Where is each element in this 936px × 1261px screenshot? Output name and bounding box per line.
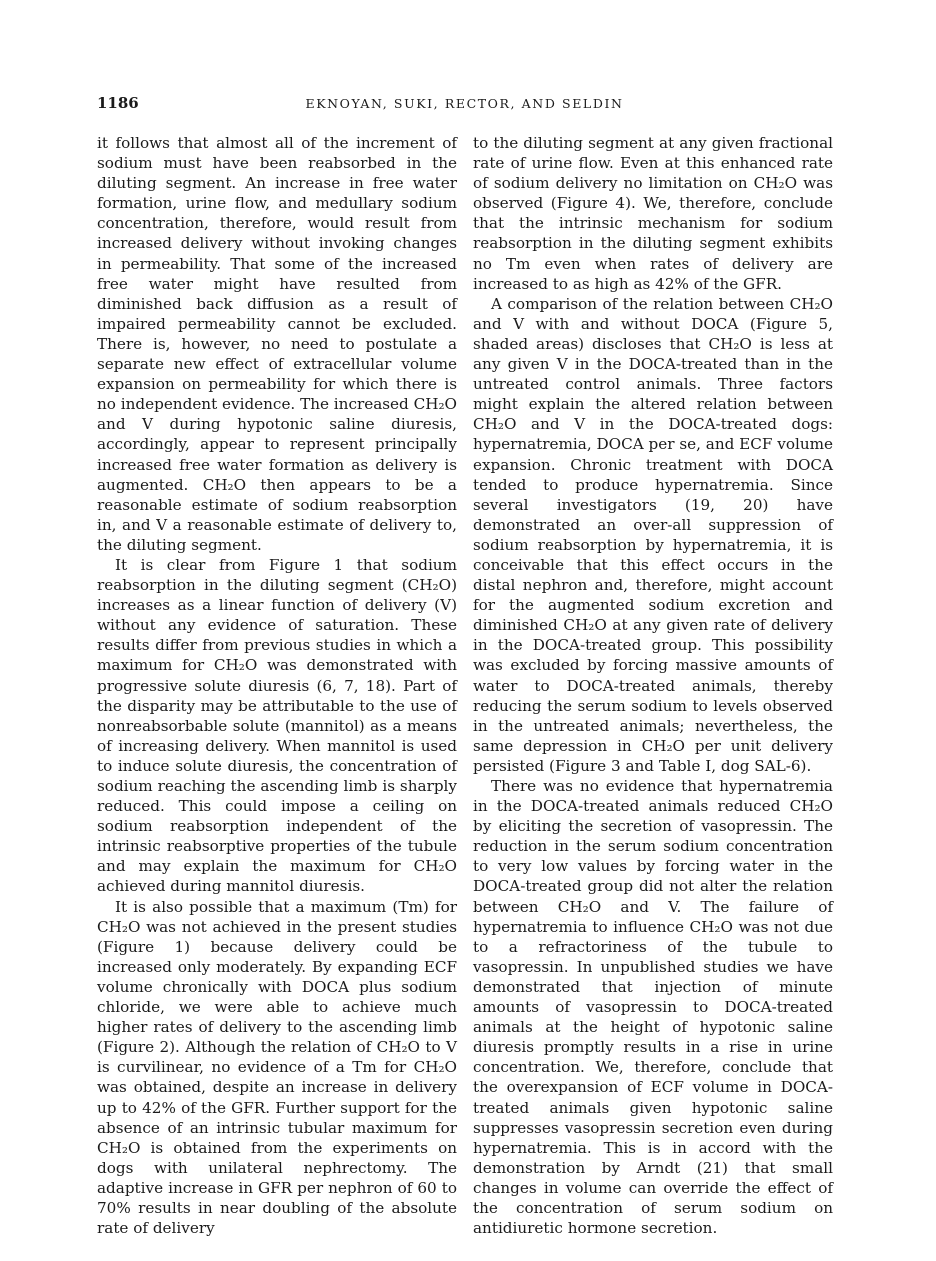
paragraph: A comparison of the relation between CH₂O and V with and without DOCA (Figure 5, shaded areas) discloses that CH₂O is less at any given V in the DOCA-treated than in the untreated control animals. Three factors might explain the altered relation between CH₂O and V in the DOCA-treated dogs: hypernatremia, DOCA per se, and ECF volume expansion. Chronic treatment with DOCA tended to produce hypernatremia. Since several investigators (19, 20) have demonstrated an over-all suppression of sodium reabsorption by hypernatremia, it is conceivable that this effect occurs in the distal nephron and, therefore, might account for the augmented sodium excretion and diminished CH₂O at any given rate of delivery in the DOCA-treated group. This possibility was excluded by forcing massive amounts of water to DOCA-treated animals, thereby reducing the serum sodium to levels observed in the untreated animals; nevertheless, the same depression in CH₂O per unit delivery persisted (Figure 3 and Table I, dog SAL-6). [473,294,833,775]
paragraph: it follows that almost all of the increment of sodium must have been reabsorbed in the diluting segment. An increase in free water formation, urine flow, and medullary sodium concentration, therefore, would result from increased delivery without invoking changes in permeability. That some of the increased free water might have resulted from diminished back diffusion as a result of impaired permeability cannot be excluded. There is, however, no need to postulate a separate new effect of extracellular volume expansion on permeability for which there is no independent evidence. The increased CH₂O and V during hypotonic saline diuresis, accordingly, appear to represent principally increased free water formation as delivery is augmented. CH₂O then appears to be a reasonable estimate of sodium reabsorption in, and V a reasonable estimate of delivery to, the diluting segment. [97,134,457,554]
right-column [473,133,833,1238]
paragraph: to the diluting segment at any given fractional rate of urine flow. Even at this enhanced rate of sodium delivery no limitation on CH₂O was observed (Figure 4). We, therefore, conclude that the intrinsic mechanism for sodium reabsorption in the diluting segment exhibits no Tm even when rates of delivery are increased to as high as 42% of the GFR. [473,134,833,293]
paragraph: It is clear from Figure 1 that sodium reabsorption in the diluting segment (CH₂O) increases as a linear function of delivery (V) without any evidence of saturation. These results differ from previous studies in which a maximum for CH₂O was demonstrated with progressive solute diuresis (6, 7, 18). Part of the disparity may be attributable to the use of nonreabsorbable solute (mannitol) as a means of increasing delivery. When mannitol is used to induce solute diuresis, the concentration of sodium reaching the ascending limb is sharply reduced. This could impose a ceiling on sodium reabsorption independent of the intrinsic reabsorptive properties of the tubule and may explain the maximum for CH₂O achieved during mannitol diuresis. [97,555,457,896]
running-head-authors: EKNOYAN, SUKI, RECTOR, AND SELDIN [305,96,624,111]
paragraph: There was no evidence that hypernatremia in the DOCA-treated animals reduced CH₂O by eliciting the secretion of vasopressin. The reduction in the serum sodium concentration to very low values by forcing water in the DOCA-treated group did not alter the relation between CH₂O and V. The failure of hypernatremia to influence CH₂O was not due to a refractoriness of the tubule to vasopressin. In unpublished studies we have demonstrated that injection of minute amounts of vasopressin to DOCA-treated animals at the height of hypotonic saline diuresis promptly results in a rise in urine concentration. We, therefore, conclude that the overexpansion of ECF volume in DOCA-treated animals given hypotonic saline suppresses vasopressin secretion even during hypernatremia. This is in accord with the demonstration by Arndt (21) that small changes in volume can override the effect of the concentration of serum sodium on antidiuretic hormone secretion. [473,777,833,1238]
page-number: 1186 [97,94,139,112]
left-column [97,133,457,1238]
paragraph: It is also possible that a maximum (Tm) for CH₂O was not achieved in the present studies (Figure 1) because delivery could be increased only moderately. By expanding ECF volume chronically with DOCA plus sodium chloride, we were able to achieve much higher rates of delivery to the ascending limb (Figure 2). Although the relation of CH₂O to V is curvilinear, no evidence of a Tm for CH₂O was obtained, despite an increase in delivery up to 42% of the GFR. Further support for the absence of an intrinsic tubular maximum for CH₂O is obtained from the experiments on dogs with unilateral nephrectomy. The adaptive increase in GFR per nephron of 60 to 70% results in near doubling of the absolute rate of delivery [97,897,457,1238]
page-header [97,94,832,118]
